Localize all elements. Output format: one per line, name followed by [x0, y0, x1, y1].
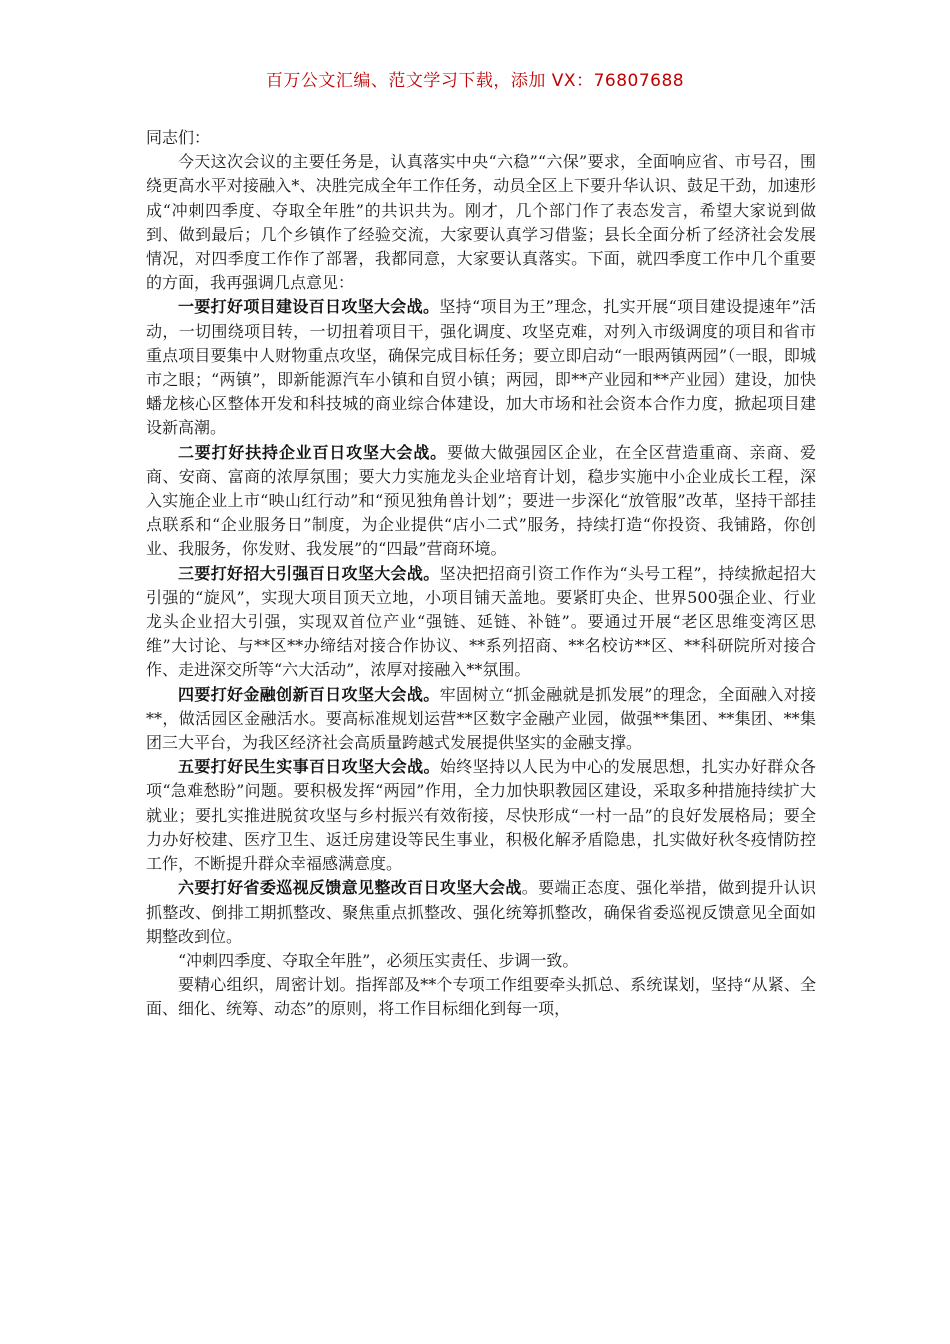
section-paragraph-3 [146, 562, 816, 683]
closing-paragraph-2: 要精心组织，周密计划。指挥部及**个专项工作组要牵头抓总、系统谋划，坚持“从紧、全面、细化、统筹、动态”的原则，将工作目标细化到每一项， [146, 975, 816, 1019]
section-text-6: 。要端正态度、强化举措，做到提升认识抓整改、倒排工期抓整改、聚焦重点抓整改、强化统筹抓整改，确保省委巡视反馈意见全面如期整改到位。 [146, 878, 816, 946]
section-text-5: 始终坚持以人民为中心的发展思想，扎实办好群众各项“急难愁盼”问题。要积极发挥“两园”作用，全力加快职教园区建设，采取多种措施持续扩大就业；要扎实推进脱贫攻坚与乡村振兴有效衔接，尽快形成“一村一品”的良好发展格局；要全力办好校建、医疗卫生、返迁房建设等民生事业，积极化解矛盾隐患，扎实做好秋冬疫情防控工作，不断提升群众幸福感满意度。 [146, 757, 816, 874]
header-banner: 百万公文汇编、范文学习下载，添加 VX：76807688 [265, 71, 685, 91]
salutation: 同志们： [146, 128, 211, 147]
section-text-1: 坚持“项目为王”理念，扎实开展“项目建设提速年”活动，一切围绕项目转，一切扭着项目干，强化调度、攻坚克难，对列入市级调度的项目和省市重点项目要集中人财物重点攻坚，确保完成目标任务；要立即启动“一眼两镇两园”（一眼，即城市之眼；“两镇”，即新能源汽车小镇和自贸小镇；两园，即**产业园和**产业园）建设，加快蟠龙核心区整体开发和科技城的商业综合体建设，加大市场和社会资本合作力度，掀起项目建设新高潮。 [146, 297, 816, 438]
section-text-4: 牢固树立“抓金融就是抓发展”的理念，全面融入对接**，做活园区金融活水。要高标准规划运营**区数字金融产业园，做强**集团、**集团、**集团三大平台，为我区经济社会高质量跨越式发展提供坚实的金融支撑。 [146, 684, 816, 753]
section-text-2: 要做大做强园区企业，在全区营造重商、亲商、爱商、安商、富商的浓厚氛围；要大力实施龙头企业培育计划，稳步实施中小企业成长工程，深入实施企业上市“映山红行动”和“预见独角兽计划”；要进一步深化“放管服”改革，坚持干部挂点联系和“企业服务日”制度，为企业提供“店小二式”服务，持续打造“你投资、我铺路，你创业、我服务，你发财、我发展”的“四最”营商环境。 [146, 442, 816, 559]
section-paragraph-6 [146, 876, 816, 949]
section-paragraph-5 [146, 755, 816, 876]
document-body [146, 126, 816, 1022]
section-heading-1: 一要打好项目建设百日攻坚大会战。 [178, 297, 440, 317]
section-heading-2: 二要打好扶持企业百日攻坚大会战。 [178, 442, 447, 462]
section-heading-5: 五要打好民生实事百日攻坚大会战。 [178, 757, 440, 777]
section-heading-3: 三要打好招大引强百日攻坚大会战。 [178, 563, 440, 583]
closing-paragraph-1: “冲刺四季度、夺取全年胜”，必须压实责任、步调一致。 [178, 950, 579, 970]
section-paragraph-2 [146, 441, 816, 562]
section-paragraph-1 [146, 295, 816, 440]
section-heading-4: 四要打好金融创新百日攻坚大会战。 [178, 684, 440, 704]
section-heading-6: 六要打好省委巡视反馈意见整改百日攻坚大会战 [178, 878, 522, 898]
section-paragraph-4 [146, 683, 816, 756]
intro-paragraph: 今天这次会议的主要任务是，认真落实中央“六稳”“六保”要求，全面响应省、市号召，围绕更高水平对接融入*、决胜完成全年工作任务，动员全区上下要升华认识、鼓足干劲，加速形成“冲刺四季度、夺取全年胜”的共识共为。刚才，几个部门作了表态发言，希望大家说到做到、做到最后；几个乡镇作了经验交流，大家要认真学习借鉴；县长全面分析了经济社会发展情况，对四季度工作作了部署，我都同意，大家要认真落实。下面，就四季度工作中几个重要的方面，我再强调几点意见： [146, 152, 816, 293]
section-text-3: 坚决把招商引资工作作为“头号工程”，持续掀起招大引强的“旋风”，实现大项目顶天立地，小项目铺天盖地。要紧盯央企、世界500强企业、行业龙头企业招大引强，实现双首位产业“强链、延链、补链”。要通过开展“老区思维变湾区思维”大讨论、与**区**办缔结对接合作协议、**系列招商、**名校访**区、**科研院所对接合作、走进深交所等“六大活动”，浓厚对接融入**氛围。 [146, 563, 816, 680]
